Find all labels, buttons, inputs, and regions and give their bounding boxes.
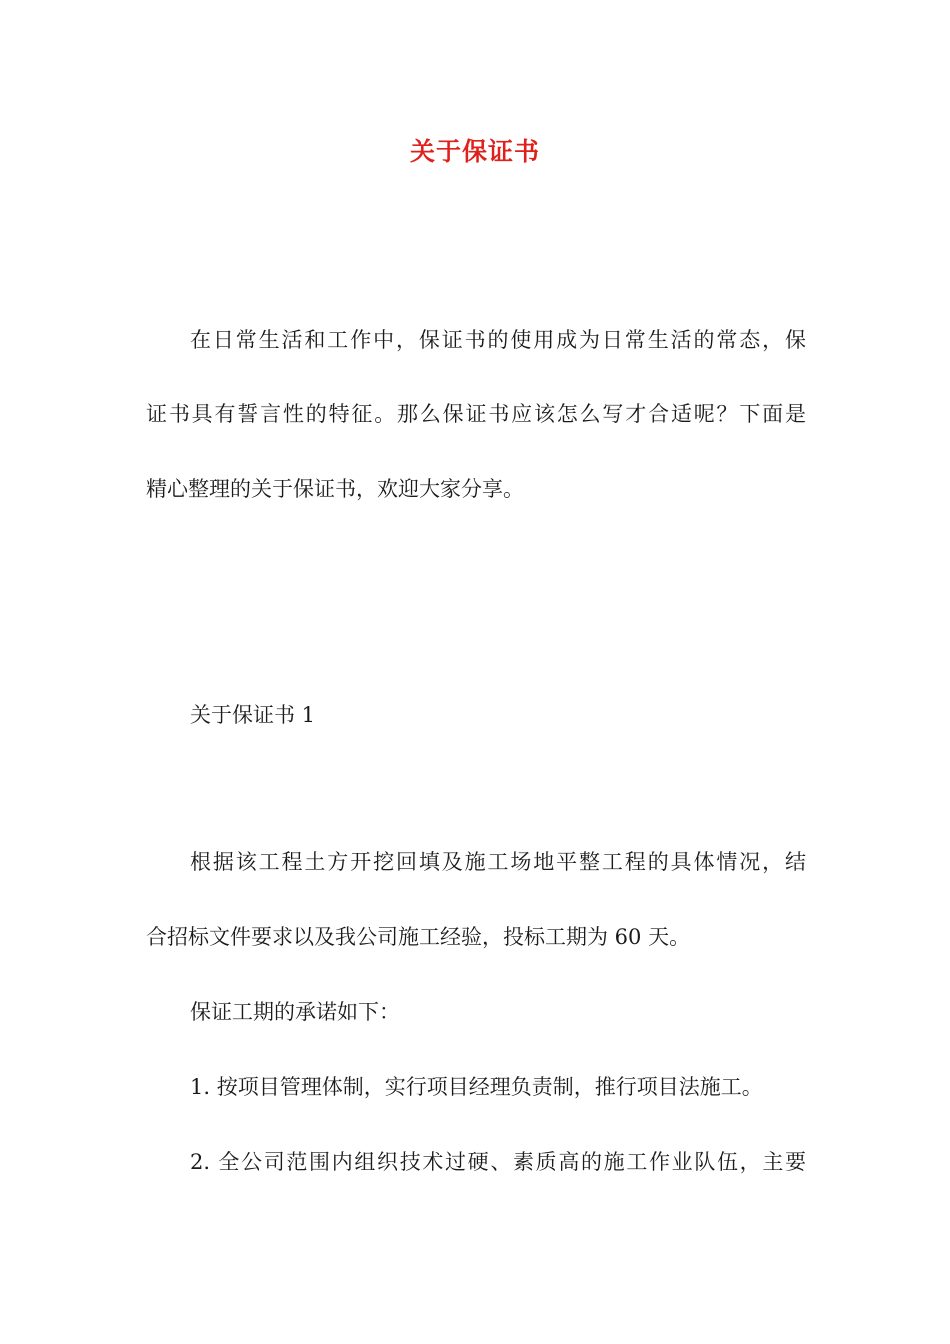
body-line-2: 合招标文件要求以及我公司施工经验，投标工期为 60 天。	[146, 925, 691, 949]
body-line-1: 根据该工程土方开挖回填及施工场地平整工程的具体情况，结	[190, 850, 806, 874]
section-heading: 关于保证书 1	[190, 703, 316, 727]
intro-line-2: 证书具有誓言性的特征。那么保证书应该怎么写才合适呢？下面是	[146, 402, 806, 426]
intro-line-1: 在日常生活和工作中，保证书的使用成为日常生活的常态，保	[190, 328, 806, 352]
intro-line-3: 精心整理的关于保证书，欢迎大家分享。	[146, 477, 524, 501]
document-title: 关于保证书	[409, 137, 540, 166]
list-item-2: 2. 全公司范围内组织技术过硬、素质高的施工作业队伍，主要	[190, 1150, 806, 1174]
list-item-1: 1. 按项目管理体制，实行项目经理负责制，推行项目法施工。	[190, 1075, 763, 1099]
body-line-3: 保证工期的承诺如下：	[190, 1000, 400, 1024]
